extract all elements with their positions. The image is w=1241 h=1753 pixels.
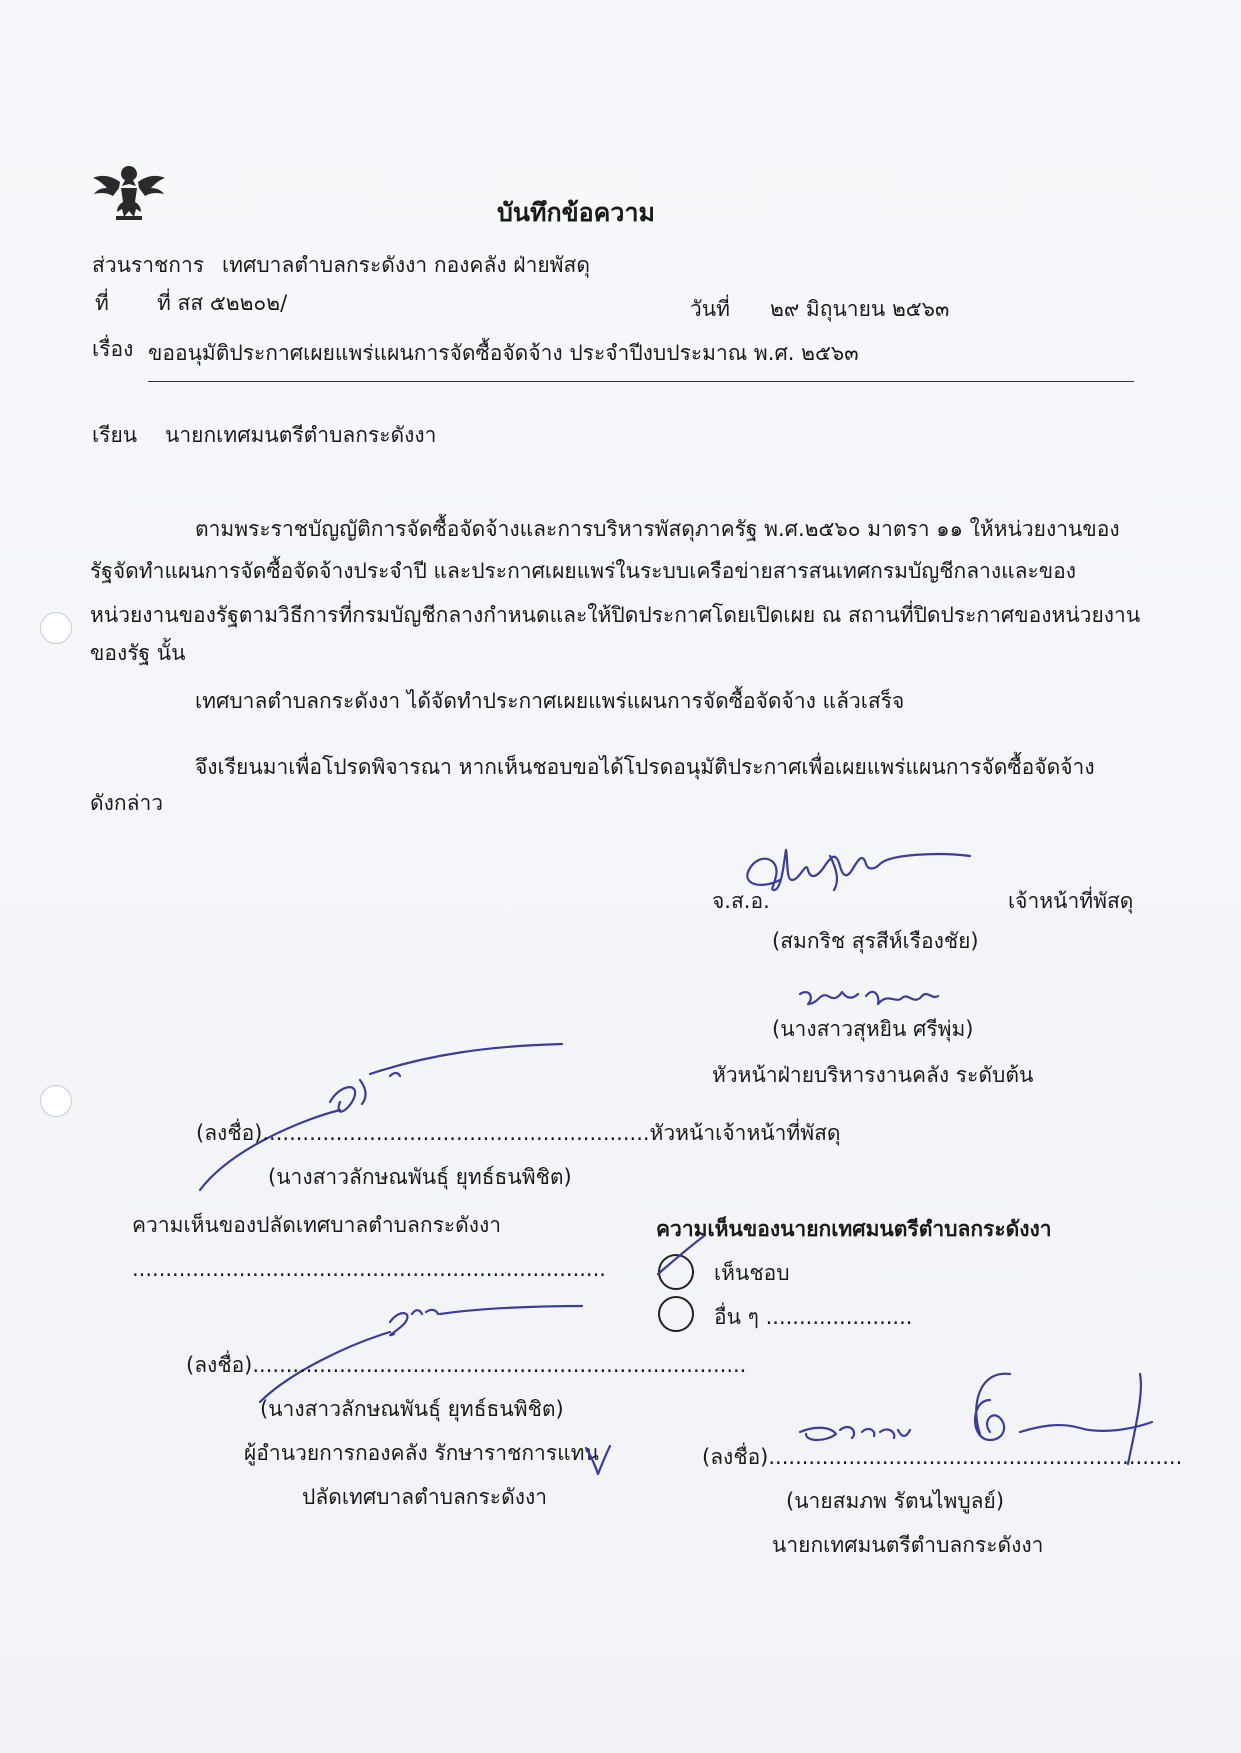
procurement-head-sign-line: (ลงชื่อ)..........................................................หัวหน้าเจ้าหน้าที่พัสดุ [196, 1121, 841, 1145]
deputy-opinion-dots: ....................................................................... [132, 1257, 606, 1281]
department-label: ส่วนราชการ [92, 253, 205, 277]
punch-hole-bottom [40, 1085, 72, 1117]
recipient-value: นายกเทศมนตรีตำบลกระดังงา [165, 423, 437, 447]
date-value: ๒๙ มิถุนายน ๒๕๖๓ [770, 297, 950, 321]
body-paragraph-2: เทศบาลตำบลกระดังงา ได้จัดทำประกาศเผยแพร่แผนการจัดซื้อจัดจ้าง แล้วเสร็จ [195, 689, 905, 713]
subject-underline [148, 381, 1134, 382]
deputy-name: (นางสาวลักษณพันธุ์ ยุทธ์ธนพิชิต) [260, 1397, 564, 1421]
approve-option-label: เห็นชอบ [714, 1261, 790, 1285]
body-paragraph-3-line-1: จึงเรียนมาเพื่อโปรดพิจารณา หากเห็นชอบขอได้โปรดอนุมัติประกาศเพื่อเผยแพร่แผนการจัดซื้อจัดจ้าง [195, 755, 1095, 779]
reference-value: ที่ สส ๕๒๒๐๒/ [157, 291, 288, 315]
body-paragraph-1-line-2: รัฐจัดทำแผนการจัดซื้อจัดจ้างประจำปี และประกาศเผยแพร่ในระบบเครือข่ายสารสนเทศกรมบัญชีกลางและของ [90, 559, 1077, 583]
finance-head-signature [796, 976, 966, 1016]
other-option-label: อื่น ๆ ...................... [714, 1305, 913, 1329]
department-value: เทศบาลตำบลกระดังงา กองคลัง ฝ่ายพัสดุ [222, 253, 590, 277]
other-option-circle[interactable] [658, 1296, 694, 1332]
mayor-sign-line: (ลงชื่อ).............................................................. [702, 1445, 1183, 1469]
finance-head-position: หัวหน้าฝ่ายบริหารงานคลัง ระดับต้น [712, 1063, 1034, 1087]
mayor-name: (นายสมภพ รัตนไพบูลย์) [786, 1489, 1005, 1513]
deputy-position-line-2: ปลัดเทศบาลตำบลกระดังงา [302, 1485, 548, 1509]
procurement-head-name: (นางสาวลักษณพันธุ์ ยุทธ์ธนพิชิต) [268, 1165, 572, 1189]
procurement-head-signature [190, 1040, 570, 1180]
mayor-position: นายกเทศมนตรีตำบลกระดังงา [772, 1533, 1044, 1557]
subject-value: ขออนุมัติประกาศเผยแพร่แผนการจัดซื้อจัดจ้าง ประจำปีงบประมาณ พ.ศ. ๒๕๖๓ [148, 341, 859, 365]
body-paragraph-3-line-2: ดังกล่าว [90, 791, 164, 815]
deputy-position-line-1: ผู้อำนวยการกองคลัง รักษาราชการแทน [244, 1441, 599, 1465]
deputy-opinion-heading: ความเห็นของปลัดเทศบาลตำบลกระดังงา [132, 1213, 502, 1237]
memo-title: บันทึกข้อความ [497, 198, 655, 227]
deputy-tick-mark [582, 1440, 612, 1480]
finance-head-name: (นางสาวสุหยิน ศรีพุ่ม) [772, 1017, 974, 1041]
officer-rank-prefix: จ.ส.อ. [712, 889, 770, 913]
subject-label: เรื่อง [92, 337, 134, 361]
punch-hole-top [40, 612, 72, 644]
deputy-sign-line: (ลงชื่อ).......................................................................... [186, 1353, 747, 1377]
approve-check-mark [650, 1232, 710, 1282]
garuda-emblem [90, 160, 168, 224]
body-paragraph-1-line-1: ตามพระราชบัญญัติการจัดซื้อจัดจ้างและการบริหารพัสดุภาครัฐ พ.ศ.๒๕๖๐ มาตรา ๑๑ ให้หน่วยงานของ [195, 517, 1120, 541]
mayor-opinion-heading: ความเห็นของนายกเทศมนตรีตำบลกระดังงา [656, 1217, 1052, 1241]
officer-position: เจ้าหน้าที่พัสดุ [1008, 889, 1134, 913]
body-paragraph-1-line-3: หน่วยงานของรัฐตามวิธีการที่กรมบัญชีกลางกำหนดและให้ปิดประกาศโดยเปิดเผย ณ สถานที่ปิดประกาศของหน่วยงาน [90, 603, 1141, 627]
recipient-label: เรียน [92, 423, 138, 447]
officer-name: (สมกริช สุรสีห์เรืองชัย) [772, 929, 979, 953]
date-label: วันที่ [690, 297, 730, 321]
body-paragraph-1-line-4: ของรัฐ นั้น [90, 641, 186, 665]
reference-label: ที่ [95, 291, 109, 315]
